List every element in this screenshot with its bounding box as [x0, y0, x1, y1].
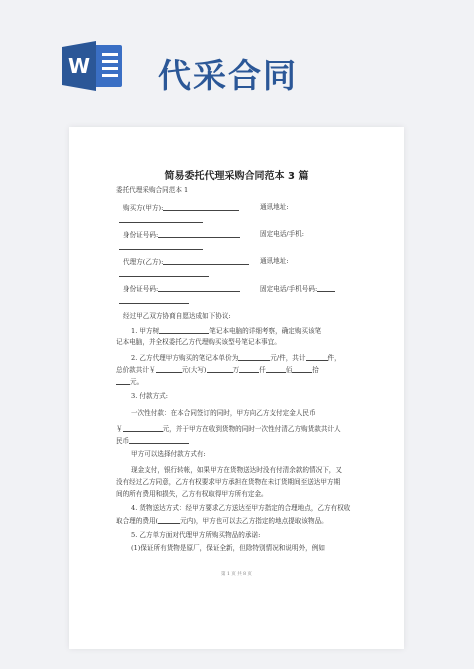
clause-line: 记本电脑，并全权委托乙方代理购买该型号笔记本事宜。	[116, 338, 281, 346]
clause-line: 固定电话/手机号码:	[260, 284, 335, 293]
word-icon	[62, 41, 124, 91]
clause-line	[119, 215, 203, 224]
clause-line: 5. 乙方单方面对代理甲方所购买物品的承诺:	[131, 531, 261, 539]
clause-line: 购买方(甲方):	[123, 203, 239, 212]
clause-line: 3. 付款方式:	[131, 392, 168, 400]
clause-line: ￥ 元，并于甲方在收到货物的同时一次性付清乙方购货款共计人	[116, 425, 341, 433]
clause-line: 身份证号码:	[123, 230, 240, 239]
clause-line: 民币	[116, 436, 189, 445]
clause-line: (1)保证所有货物是原厂，保证全新，但除特别情况和说明外，例如	[131, 544, 325, 552]
clause-line	[119, 269, 209, 278]
clause-line: 4. 货物送达方式：经甲方要求乙方送达至甲方指定的合理地点，乙方有权收	[131, 504, 351, 512]
clause-line: 固定电话/手机:	[260, 230, 305, 238]
document-title: 简易委托代理采购合同范本 3 篇	[164, 171, 309, 182]
clause-line: 间的所有费用和损失，乙方有权取得甲方所有定金。	[116, 490, 268, 498]
clause-line: 没有经过乙方同意，乙方有权要求甲方承担在货物在未订货期间至送达甲方期	[116, 478, 341, 486]
clause-line: 1. 甲方树 笔记本电脑的详细考察，确定购买该笔	[131, 327, 322, 335]
document-page	[69, 127, 404, 649]
clause-line: 2. 乙方代理甲方购买的笔记本单价为 元/件，共计 件，	[131, 354, 341, 362]
clause-line: 代理方(乙方):	[123, 257, 249, 266]
clause-line: 取合理的费用( 元内)，甲方也可以去乙方指定的地点提取该物品。	[116, 517, 328, 525]
svg-text:W: W	[67, 54, 91, 78]
clause-line: 一次性付款：在本合同签订的同时，甲方向乙方支付定金人民币	[131, 409, 316, 417]
clause-line: 通讯地址:	[260, 203, 289, 211]
clause-line	[119, 296, 189, 305]
clause-line: 身份证号码:	[123, 284, 240, 293]
contract-subtitle: 委托代理采购合同范本 1	[116, 186, 189, 194]
clause-line	[119, 242, 203, 251]
clause-line: 总价款共计￥ 元(大写) 万 仟 佰 拾	[116, 366, 319, 374]
banner	[0, 0, 474, 110]
clause-line: 通讯地址:	[260, 257, 289, 265]
clause-line: 元。	[116, 377, 143, 386]
page-number: 第 1 页 共 8 页	[221, 572, 252, 577]
banner-title: 代采合同	[158, 56, 298, 95]
clause-line: 经过甲乙双方协商自愿达成如下协议:	[123, 312, 231, 320]
clause-line: 甲方可以选择付款方式有:	[131, 450, 206, 458]
clause-line: 现金支付，银行转帐，如果甲方在货物送达时没有付清余款的情况下，又	[131, 466, 342, 474]
